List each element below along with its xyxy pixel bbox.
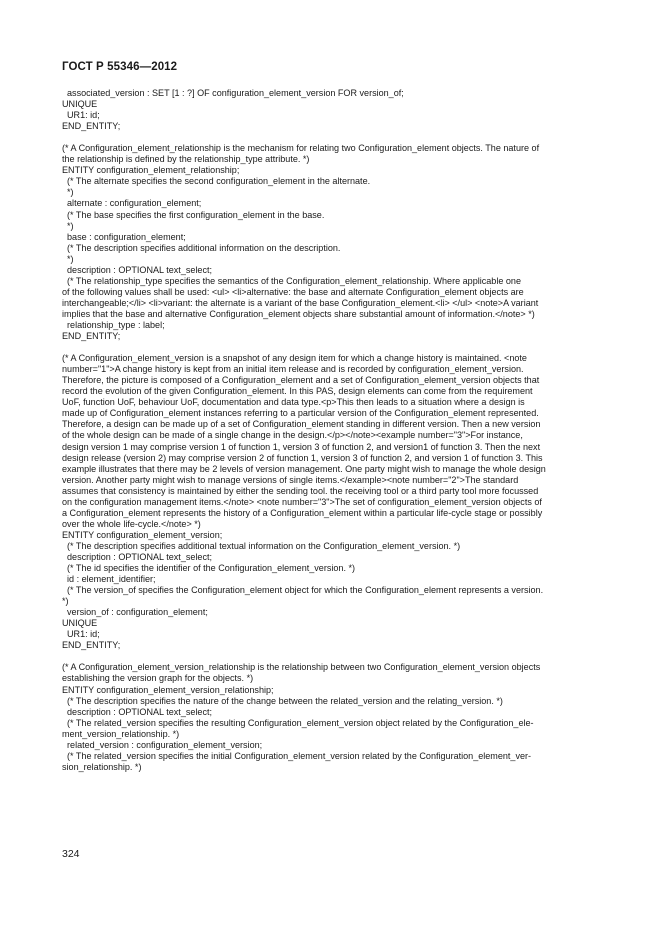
paragraph-gap xyxy=(62,651,602,662)
text-line: (* A Configuration_element_relationship is the mechanism for relating two Configuration_element objects. The nature of xyxy=(62,143,540,154)
text-line: ENTITY configuration_element_version_relationship; xyxy=(62,684,274,695)
text-line: relationship_type : label; xyxy=(62,319,165,330)
text-line: UR1: id; xyxy=(62,110,100,121)
text-line: (* The related_version specifies the initial Configuration_element_version related by the Configuration_element_ver- xyxy=(62,750,532,761)
text-line: (* The id specifies the identifier of the Configuration_element_version. *) xyxy=(62,563,356,574)
text-line: base : configuration_element; xyxy=(62,231,186,242)
text-line: END_ENTITY; xyxy=(62,121,121,132)
text-line: END_ENTITY; xyxy=(62,331,121,342)
text-line: ENTITY configuration_element_relationship; xyxy=(62,165,240,176)
text-line: establishing the version graph for the objects. *) xyxy=(62,673,254,684)
text-line: Therefore, a design can be made up of a set of Configuration_element standing in different version. Then a new version xyxy=(62,419,541,430)
text-line: alternate : configuration_element; xyxy=(62,198,202,209)
text-line: (* The version_of specifies the Configuration_element object for which the Configuration_element represents a version. xyxy=(62,585,544,596)
text-line: on the configuration management items.</note> <note number="3">The set of configuration_element_version objects of xyxy=(62,496,542,507)
text-line: ment_version_relationship. *) xyxy=(62,728,180,739)
text-line: description : OPTIONAL text_select; xyxy=(62,706,213,717)
text-line: sion_relationship. *) xyxy=(62,761,142,772)
text-line: design version 1 may comprise version 1 of function 1, version 3 of function 2, and version1 of function 3. Then the next xyxy=(62,441,541,452)
text-line: number="1">A change history is kept from an initial item release and is recorded by configuration_element_version. xyxy=(62,364,524,375)
text-line: (* A Configuration_element_version is a snapshot of any design item for which a change history is maintained. <note xyxy=(62,353,527,364)
text-line: related_version : configuration_element_version; xyxy=(62,739,263,750)
text-line: *) xyxy=(62,220,74,231)
text-line: (* A Configuration_element_version_relationship is the relationship between two Configuration_element_version objects xyxy=(62,662,541,673)
text-line: a Configuration_element represents the history of a Configuration_element within a particular life-cycle stage or possibly xyxy=(62,507,543,518)
text-line: of the following values shall be used: <ul> <li>alternative: the base and alternate Configuration_element objects are xyxy=(62,286,524,297)
text-line: assumes that consistency is maintained by either the sending tool. the receiving tool or a third party tool more focussed xyxy=(62,485,539,496)
text-line: associated_version : SET [1 : ?] OF configuration_element_version FOR version_of; xyxy=(62,88,404,98)
text-line: interchangeable;</li> <li>variant: the alternate is a variant of the base Configuration_element.<li> </ul> <note>A variant xyxy=(62,297,539,308)
text-line: implies that the base and alternative Configuration_element objects share substantial amount of information.</note> *) xyxy=(62,308,535,319)
text-line: the relationship is defined by the relationship_type attribute. *) xyxy=(62,154,310,165)
text-line: (* The relationship_type specifies the semantics of the Configuration_element_relationship. Where applicable one xyxy=(62,275,521,286)
text-line: example illustrates that there may be 2 levels of version management. One party might wish to manage the whole design xyxy=(62,463,546,474)
text-line: UR1: id; xyxy=(62,629,100,640)
text-line: UoF, function UoF, behaviour UoF, documentation and data type.<p>This then leads to a situation where a design is xyxy=(62,397,525,408)
text-line: END_ENTITY; xyxy=(62,640,121,651)
text-line: (* The description specifies additional information on the description. xyxy=(62,242,341,253)
text-line: (* The description specifies additional textual information on the Configuration_element_version. *) xyxy=(62,540,461,551)
text-line: id : element_identifier; xyxy=(62,574,156,585)
text-line: Therefore, the picture is composed of a Configuration_element and a set of Configuration_element_version objects that xyxy=(62,375,540,386)
document-header: ГОСТ Р 55346—2012 xyxy=(62,61,178,73)
text-line: ENTITY configuration_element_version; xyxy=(62,529,223,540)
text-line: *) xyxy=(62,596,69,607)
text-line: of the whole design can be made of a single change in the design.</p></note><example number="3">For instance, xyxy=(62,430,523,441)
text-line: version. Another party might wish to manage versions of single items.</example><note number="2">The standard xyxy=(62,474,519,485)
text-line: design release (version 2) may comprise version 2 of function 1, version 3 of function 2, and version 1 of function 3. This xyxy=(62,452,543,463)
text-line: over the whole life-cycle.</note> *) xyxy=(62,518,201,529)
document-body xyxy=(62,88,602,773)
text-line: description : OPTIONAL text_select; xyxy=(62,264,213,275)
text-line: (* The base specifies the first configuration_element in the base. xyxy=(62,209,325,220)
text-line: version_of : configuration_element; xyxy=(62,607,208,618)
text-line: (* The related_version specifies the resulting Configuration_element_version object related by the Configuration_ele- xyxy=(62,717,534,728)
text-line: record the evolution of the given Configuration_element. In this PAS, design elements can come from the requirement xyxy=(62,386,533,397)
text-line: UNIQUE xyxy=(62,99,98,110)
text-line: (* The description specifies the nature of the change between the related_version and the relating_version. *) xyxy=(62,695,503,706)
text-line: UNIQUE xyxy=(62,618,98,629)
text-line: *) xyxy=(62,187,74,198)
paragraph-gap xyxy=(62,342,602,353)
text-line: made up of Configuration_element instances referring to a particular version of the Configuration_element represented. xyxy=(62,408,539,419)
paragraph-gap xyxy=(62,132,602,143)
text-line: *) xyxy=(62,253,74,264)
page-number: 324 xyxy=(62,848,80,860)
text-line: (* The alternate specifies the second configuration_element in the alternate. xyxy=(62,176,371,187)
text-line: description : OPTIONAL text_select; xyxy=(62,551,213,562)
